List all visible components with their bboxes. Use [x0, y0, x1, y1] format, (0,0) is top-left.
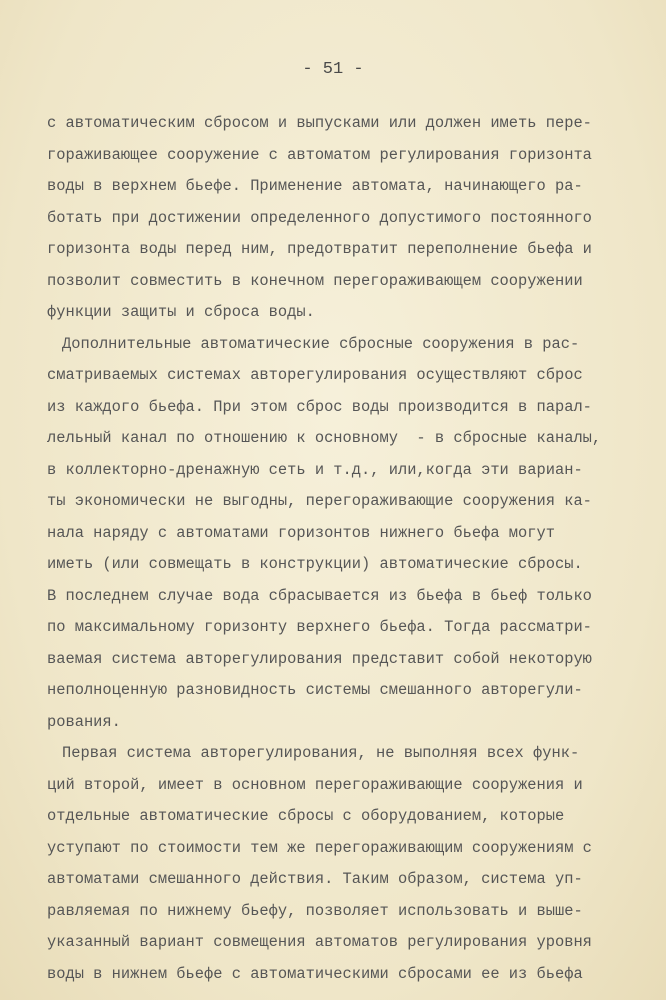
- text-line: неполноценную разновидность системы смешанного авторегули-: [47, 681, 583, 699]
- text-line: уступают по стоимости тем же перегораживающим сооружениям с: [47, 838, 592, 857]
- text-line: иметь (или совмещать в конструкции) автоматические сбросы.: [47, 555, 583, 573]
- text-line: равляемая по нижнему бьефу, позволяет использовать и выше-: [47, 901, 583, 920]
- text-line: ты экономически не выгодны, перегораживающие сооружения ка-: [47, 492, 592, 510]
- text-line: в коллекторно-дренажную сеть и т.д., или,когда эти вариан-: [47, 460, 583, 479]
- text-line: указанный вариант совмещения автоматов регулирования уровня: [47, 933, 592, 951]
- document-body: [47, 108, 662, 990]
- text-line: воды в верхнем бьефе. Применение автомата, начинающего ра-: [47, 177, 583, 195]
- text-line: нала наряду с автоматами горизонтов нижнего бьефа могут: [47, 523, 555, 542]
- text-line: ций второй, имеет в основном перегораживающие сооружения и: [47, 775, 583, 794]
- text-line: лельный канал по отношению к основному - в сбросные каналы,: [47, 429, 602, 447]
- paragraph-start-line: Первая система авторегулирования, не выполняя всех функ-: [62, 744, 580, 762]
- text-line: рования.: [47, 712, 121, 731]
- text-line: из каждого бьефа. При этом сброс воды производится в парал-: [47, 397, 592, 416]
- text-line: ваемая система авторегулирования представит собой некоторую: [47, 649, 592, 668]
- text-line: функции защиты и сброса воды.: [47, 303, 315, 321]
- page-number: - 51 -: [302, 60, 364, 79]
- text-line: ботать при достижении определенного допустимого постоянного: [47, 208, 592, 227]
- text-line: В последнем случае вода сбрасывается из бьефа в бьеф только: [47, 586, 592, 605]
- text-line: автоматами смешанного действия. Таким образом, система уп-: [47, 870, 583, 888]
- paragraph-start-line: Дополнительные автоматические сбросные сооружения в рас-: [62, 334, 580, 353]
- text-line: отдельные автоматические сбросы с оборудованием, которые: [47, 807, 565, 825]
- text-line: горизонта воды перед ним, предотвратит переполнение бьефа и: [47, 240, 592, 258]
- text-line: позволит совместить в конечном перегораживающем сооружении: [47, 271, 583, 290]
- text-line: воды в нижнем бьефе с автоматическими сбросами ее из бьефа: [47, 964, 583, 983]
- text-line: с автоматическим сбросом и выпусками или должен иметь пере-: [47, 114, 592, 132]
- text-line: по максимальному горизонту верхнего бьефа. Тогда рассматри-: [47, 618, 592, 636]
- text-line: сматриваемых системах авторегулирования осуществляют сброс: [47, 366, 583, 384]
- text-line: гораживающее сооружение с автоматом регулирования горизонта: [47, 145, 592, 164]
